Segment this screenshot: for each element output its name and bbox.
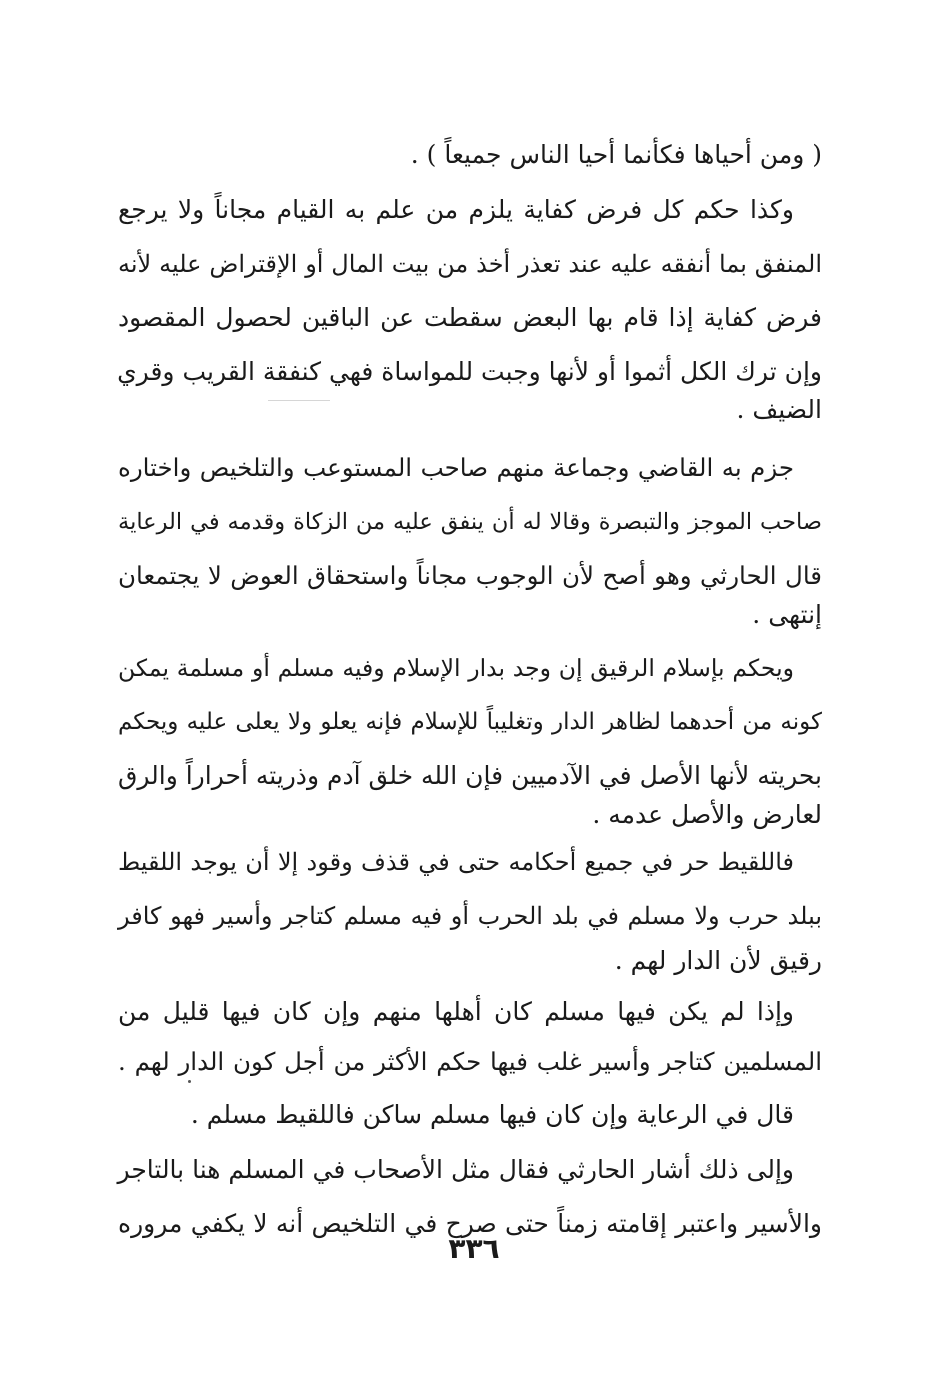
text-line: المنفق بما أنفقه عليه عند تعذر أخذ من بيت المال أو الإقتراض عليه لأنه — [118, 250, 822, 278]
text-line: وكذا حكم كل فرض كفاية يلزم من علم به القيام مجاناً ولا يرجع — [118, 195, 794, 224]
scan-speck — [188, 1080, 191, 1083]
scan-mark — [268, 400, 330, 401]
text-line: وإذا لم يكن فيها مسلم كان أهلها منهم وإن كان فيها قليل من — [118, 997, 794, 1026]
text-line: قال الحارثي وهو أصح لأن الوجوب مجاناً واستحقاق العوض لا يجتمعان — [118, 561, 822, 590]
text-line: فاللقيط حر في جميع أحكامه حتى في قذف وقود إلا أن يوجد اللقيط — [118, 848, 794, 876]
text-line: بحريته لأنها الأصل في الآدميين فإن الله خلق آدم وذريته أحراراً والرق — [117, 761, 822, 790]
page-number: ٣٣٦ — [448, 1232, 500, 1265]
text-line: الضيف . — [736, 395, 822, 424]
text-line: وإلى ذلك أشار الحارثي فقال مثل الأصحاب في المسلم هنا بالتاجر — [117, 1155, 794, 1184]
text-line: والأسير واعتبر إقامته زمناً حتى صرح في التلخيص أنه لا يكفي مروره — [118, 1209, 822, 1238]
text-line: المسلمين كتاجر وأسير غلب فيها حكم الأكثر من أجل كون الدار لهم . — [118, 1047, 822, 1076]
text-line: ( ومن أحياها فكأنما أحيا الناس جميعاً ) . — [410, 140, 822, 169]
text-line: لعارض والأصل عدمه . — [592, 800, 822, 829]
text-line: ويحكم بإسلام الرقيق إن وجد بدار الإسلام وفيه مسلم أو مسلمة يمكن — [118, 654, 794, 682]
text-line: كونه من أحدهما لظاهر الدار وتغليباً للإسلام فإنه يعلو ولا يعلى عليه ويحكم — [118, 709, 822, 735]
text-line: صاحب الموجز والتبصرة وقالا له أن ينفق عليه من الزكاة وقدمه في الرعاية — [118, 509, 822, 535]
text-line: إنتهى . — [752, 600, 822, 629]
text-line: قال في الرعاية وإن كان فيها مسلم ساكن فاللقيط مسلم . — [190, 1100, 794, 1129]
text-line: جزم به القاضي وجماعة منهم صاحب المستوعب والتلخيص واختاره — [118, 453, 794, 482]
text-line: وإن ترك الكل أثموا أو لأنها وجبت للمواساة فهي كنفقة القريب وقري — [117, 357, 822, 386]
text-line: ببلد حرب ولا مسلم في بلد الحرب أو فيه مسلم كتاجر وأسير فهو كافر — [118, 902, 822, 930]
text-line: رقيق لأن الدار لهم . — [614, 946, 822, 975]
text-line: فرض كفاية إذا قام بها البعض سقطت عن الباقين لحصول المقصود — [118, 303, 822, 332]
